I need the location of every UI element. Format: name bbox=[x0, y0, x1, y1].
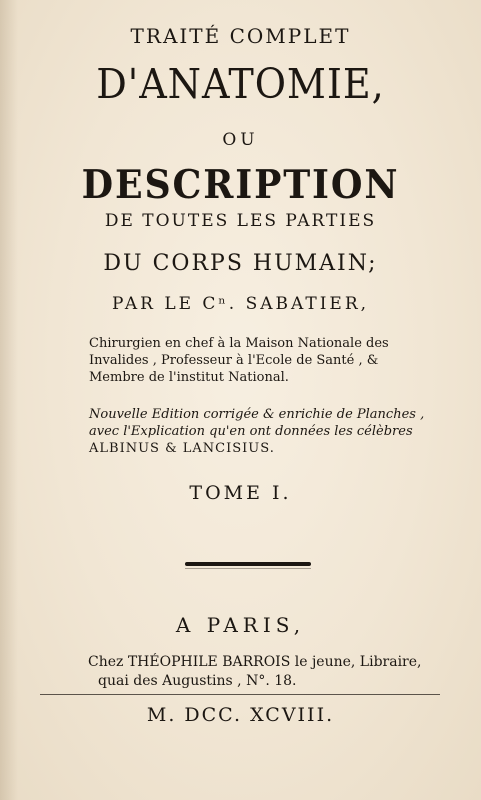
description-line-2: Invalides , Professeur à l'Ecole de Santé , & bbox=[89, 353, 379, 368]
description-line-1: Chirurgien en chef à la Maison Nationale des bbox=[89, 336, 389, 351]
edition-line-3: ALBINUS & LANCISIUS. bbox=[89, 441, 275, 456]
edition-note bbox=[89, 406, 449, 457]
tome-number: TOME I. bbox=[189, 482, 292, 504]
title-line-de-toutes: DE TOUTES LES PARTIES bbox=[104, 211, 377, 231]
title-line-anatomie: D'ANATOMIE, bbox=[96, 60, 385, 108]
publisher-block bbox=[88, 653, 448, 691]
page-shadow bbox=[0, 0, 18, 800]
description-line-3: Membre de l'institut National. bbox=[89, 370, 289, 385]
ornament-rule bbox=[185, 562, 311, 566]
author-line: PAR LE Cⁿ. SABATIER, bbox=[111, 294, 370, 314]
publisher-line-2: quai des Augustins , N°. 18. bbox=[98, 673, 297, 689]
title-line-corps-humain: DU CORPS HUMAIN; bbox=[103, 251, 378, 276]
edition-line-2: avec l'Explication qu'en ont données les célèbres bbox=[89, 424, 413, 439]
date-rule bbox=[40, 694, 440, 695]
place-of-publication: A PARIS, bbox=[175, 613, 306, 637]
author-description bbox=[89, 335, 449, 386]
title-line-ou: OU bbox=[222, 130, 259, 150]
publisher-line-1: Chez THÉOPHILE BARROIS le jeune, Libraire, bbox=[88, 654, 422, 670]
edition-line-1: Nouvelle Edition corrigée & enrichie de Planches , bbox=[89, 407, 425, 422]
title-line-traite: TRAITÉ COMPLET bbox=[130, 24, 351, 48]
title-line-description: DESCRIPTION bbox=[81, 162, 400, 208]
publication-date: M. DCC. XCVIII. bbox=[146, 704, 335, 726]
